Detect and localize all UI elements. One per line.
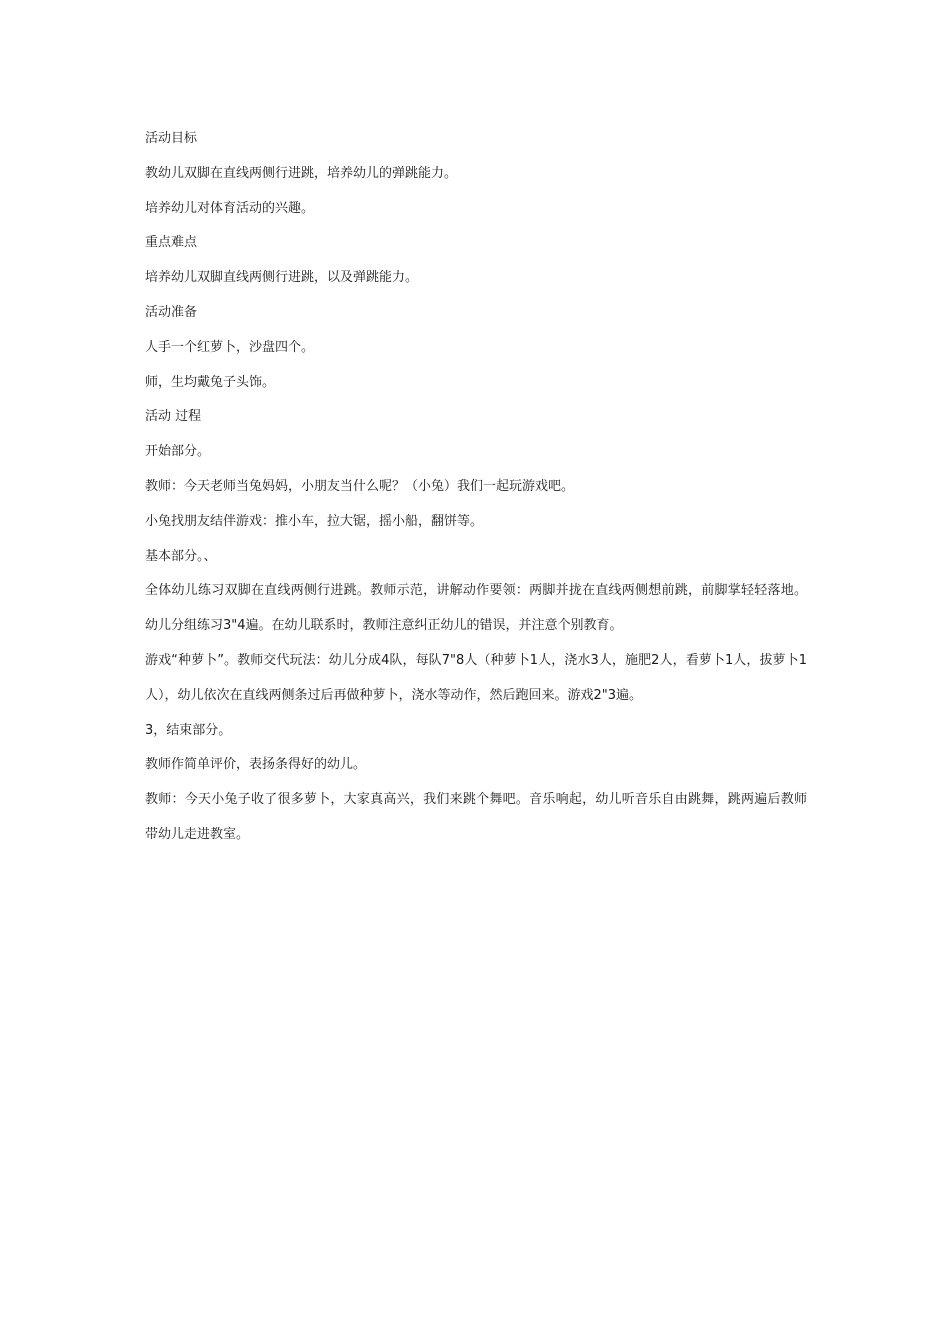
heading-activity-preparation: 活动准备	[145, 304, 198, 320]
heading-key-difficulties: 重点难点	[145, 235, 198, 251]
heading-activity-goals: 活动目标	[145, 131, 198, 146]
opening-teacher-speech: 教师：今天老师当兔妈妈，小朋友当什么呢？（小兔）我们一起玩游戏吧。	[145, 478, 575, 494]
main-game-paragraph: 游戏“种萝卜”。教师交代玩法：幼儿分成4队，每队7"8人（种萝卜1人，浇水3人，施肥2人，看萝卜1人，拔萝卜1人），幼儿依次在直线两侧条过后再做种萝卜，浇水等动作，然后跑回来。游戏2"3遍。	[145, 652, 807, 703]
goal-item-1: 教幼儿双脚在直线两侧行进跳，培养幼儿的弹跳能力。	[145, 165, 458, 181]
difficulty-item: 培养幼儿双脚直线两侧行进跳，以及弹跳能力。	[145, 270, 419, 286]
heading-activity-process: 活动 过程	[145, 409, 202, 425]
main-practice-paragraph: 全体幼儿练习双脚在直线两侧行进跳。教师示范，讲解动作要领：两脚并拢在直线两侧想前跳，前脚掌轻轻落地。幼儿分组练习3"4遍。在幼儿联系时，教师注意纠正幼儿的错误，并注意个别教育。	[145, 583, 807, 634]
preparation-item-1: 人手一个红萝卜，沙盘四个。	[145, 339, 315, 355]
preparation-item-2: 师，生均戴兔子头饰。	[145, 374, 276, 390]
document-body	[145, 122, 807, 853]
section-main: 基本部分。、	[145, 548, 217, 564]
section-opening: 开始部分。	[145, 444, 211, 460]
opening-partner-game: 小兔找朋友结伴游戏：推小车，拉大锯，摇小船，翻饼等。	[145, 513, 484, 529]
goal-item-2: 培养幼儿对体育活动的兴趣。	[145, 200, 315, 216]
closing-teacher-speech: 教师：今天小兔子收了很多萝卜，大家真高兴，我们来跳个舞吧。音乐响起，幼儿听音乐自由跳舞，跳两遍后教师带幼儿走进教室。	[145, 792, 807, 842]
closing-evaluation: 教师作简单评价，表扬条得好的幼儿。	[145, 757, 367, 773]
section-closing: 3，结束部分。	[145, 722, 232, 738]
